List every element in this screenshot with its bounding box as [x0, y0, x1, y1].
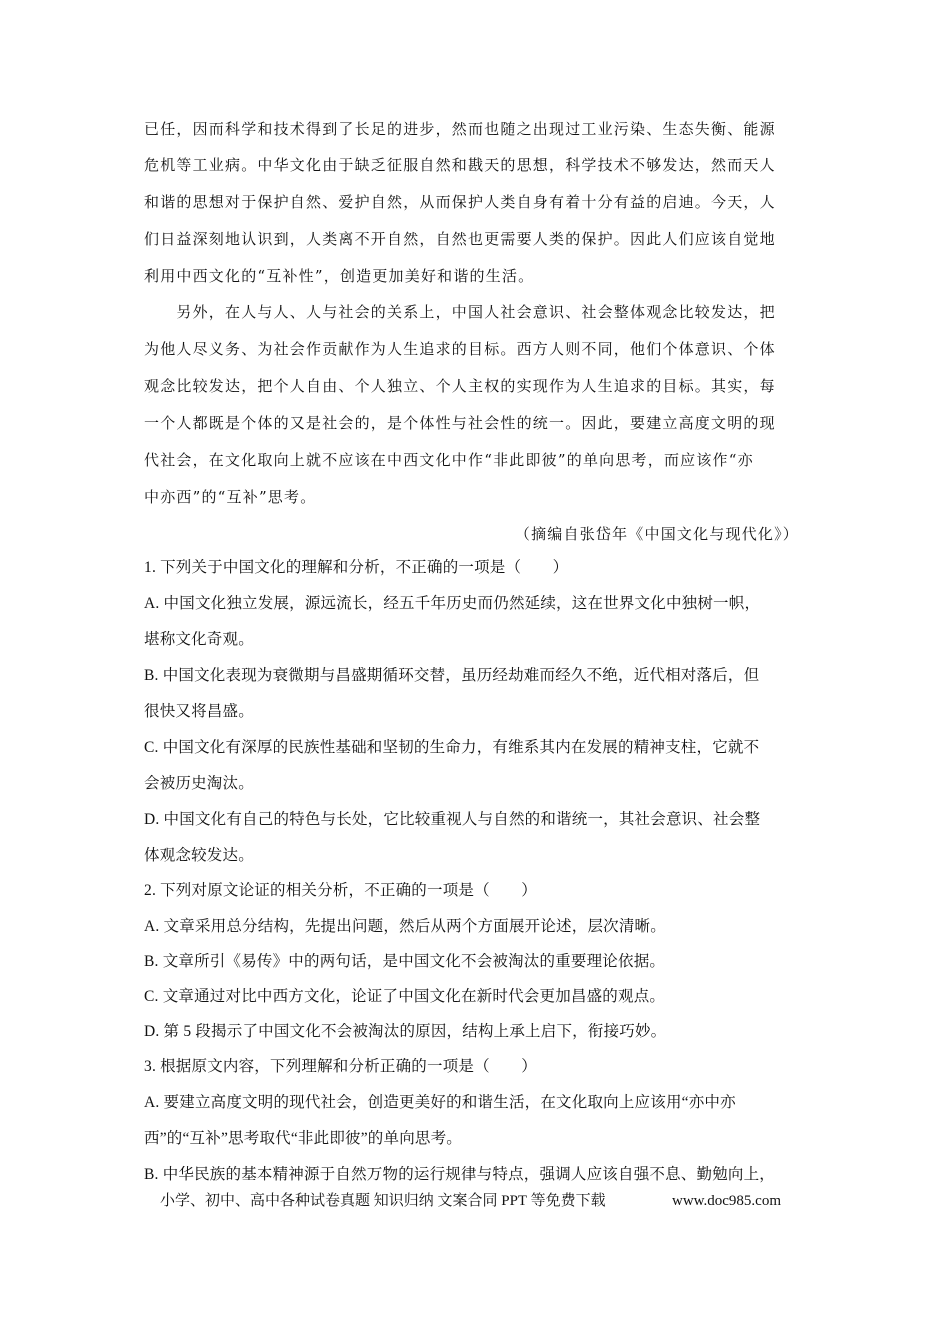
option-line: D. 中国文化有自己的特色与长处，它比较重视人与自然的和谐统一，其社会意识、社会整	[144, 811, 761, 828]
option-line: 西”的“互补”思考取代“非此即彼”的单向思考。	[144, 1130, 462, 1147]
option-line: A. 要建立高度文明的现代社会，创造更美好的和谐生活，在文化取向上应该用“亦中亦	[144, 1094, 736, 1111]
passage-line: 代社会，在文化取向上就不应该在中西文化中作“非此即彼”的单向思考，而应该作“亦	[144, 451, 754, 469]
passage-line: 一个人都既是个体的又是社会的，是个体性与社会性的统一。因此，要建立高度文明的现	[144, 414, 776, 432]
passage-source: （摘编自张岱年《中国文化与现代化》）	[514, 525, 799, 543]
passage-line: 另外，在人与人、人与社会的关系上，中国人社会意识、社会整体观念比较发达，把	[144, 303, 776, 321]
passage-line: 已任，因而科学和技术得到了长足的进步，然而也随之出现过工业污染、生态失衡、能源	[144, 120, 776, 138]
question-stem: 2. 下列对原文论证的相关分析，不正确的一项是（ ）	[144, 882, 537, 899]
passage-line: 观念比较发达，把个人自由、个人独立、个人主权的实现作为人生追求的目标。其实，每	[144, 377, 776, 395]
option-line: A. 中国文化独立发展，源远流长，经五千年历史而仍然延续，这在世界文化中独树一帜，	[144, 595, 761, 612]
option-line: 很快又将昌盛。	[144, 703, 254, 720]
option-line: B. 中国文化表现为衰微期与昌盛期循环交替，虽历经劫难而经久不绝，近代相对落后，但	[144, 667, 760, 684]
question-stem: 1. 下列关于中国文化的理解和分析，不正确的一项是（ ）	[144, 559, 569, 576]
footer-link[interactable]: www.doc985.com	[672, 1193, 782, 1209]
passage-line: 为他人尽义务、为社会作贡献作为人生追求的目标。西方人则不同，他们个体意识、个体	[144, 340, 776, 358]
page-footer	[160, 1190, 800, 1212]
question-stem: 3. 根据原文内容，下列理解和分析正确的一项是（ ）	[144, 1058, 537, 1075]
passage-line: 和谐的思想对于保护自然、爱护自然，从而保护人类自身有着十分有益的启迪。今天，人	[144, 193, 776, 211]
footer-text: 小学、初中、高中各种试卷真题 知识归纳 文案合同 PPT 等免费下载	[160, 1193, 606, 1209]
option-line: 堪称文化奇观。	[144, 631, 254, 648]
passage-line: 们日益深刻地认识到，人类离不开自然，自然也更需要人类的保护。因此人们应该自觉地	[144, 230, 776, 248]
passage-line: 中亦西”的“互补”思考。	[144, 488, 317, 506]
option-line: A. 文章采用总分结构，先提出问题，然后从两个方面展开论述，层次清晰。	[144, 918, 666, 935]
option-line: C. 文章通过对比中西方文化，论证了中国文化在新时代会更加昌盛的观点。	[144, 988, 666, 1005]
option-line: B. 中华民族的基本精神源于自然万物的运行规律与特点，强调人应该自强不息、勤勉向上，	[144, 1166, 775, 1183]
option-line: B. 文章所引《易传》中的两句话，是中国文化不会被淘汰的重要理论依据。	[144, 953, 666, 970]
option-line: D. 第 5 段揭示了中国文化不会被淘汰的原因，结构上承上启下，衔接巧妙。	[144, 1023, 667, 1040]
option-line: 体观念较发达。	[144, 847, 254, 864]
passage-line: 利用中西文化的“互补性”，创造更加美好和谐的生活。	[144, 267, 535, 285]
option-line: 会被历史淘汰。	[144, 775, 254, 792]
passage-line: 危机等工业病。中华文化由于缺乏征服自然和戡天的思想，科学技术不够发达，然而天人	[144, 156, 776, 174]
option-line: C. 中国文化有深厚的民族性基础和坚韧的生命力，有维系其内在发展的精神支柱，它就不	[144, 739, 760, 756]
